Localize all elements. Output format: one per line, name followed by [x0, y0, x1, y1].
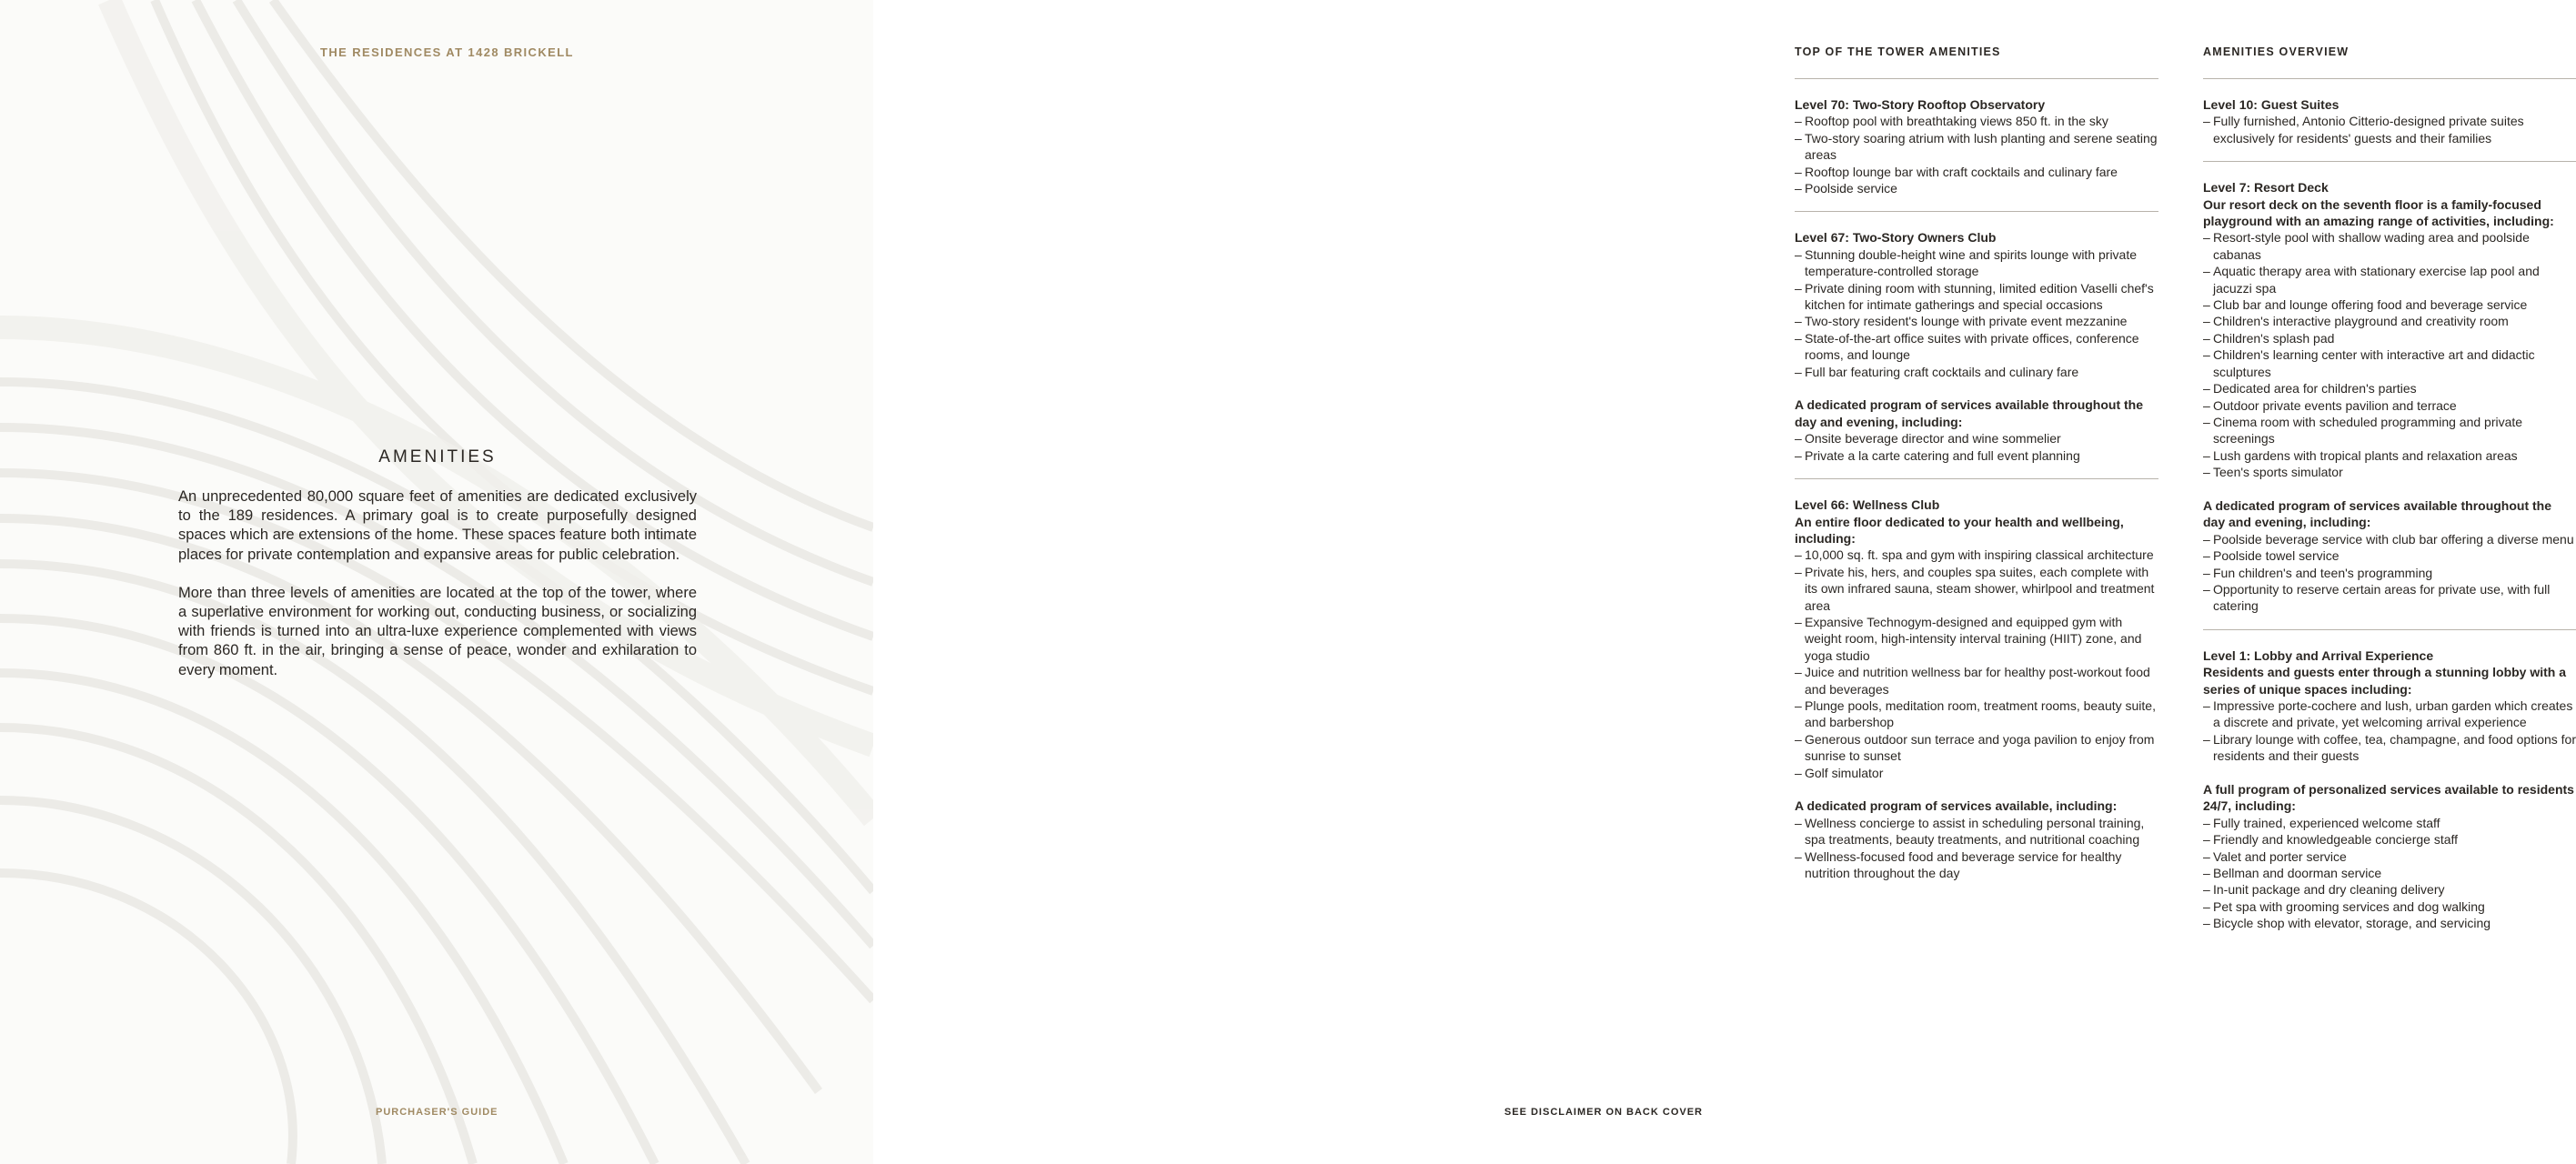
list-item: – Two-story soaring atrium with lush planting and serene seating areas [1795, 130, 2158, 164]
list-item: – Fully trained, experienced welcome staff [2203, 815, 2576, 831]
list-item: – Impressive porte-cochere and lush, urban garden which creates a discrete and private, yet welcoming arrival experience [2203, 697, 2576, 731]
list-item: – Aquatic therapy area with stationary exercise lap pool and jacuzzi spa [2203, 263, 2576, 296]
section-subtitle: Residents and guests enter through a stunning lobby with a series of unique spaces including: [2203, 665, 2567, 697]
program-title: A dedicated program of services available throughout the day and evening, including: [2203, 497, 2552, 530]
list-item: – Juice and nutrition wellness bar for healthy post-workout food and beverages [1795, 664, 2158, 697]
right-page [873, 0, 2576, 1164]
section-title: Level 10: Guest Suites [2203, 97, 2340, 112]
section-divider [1795, 478, 2158, 479]
services-program [1795, 798, 2158, 881]
list-item: – Lush gardens with tropical plants and relaxation areas [2203, 447, 2576, 464]
section-title: Level 1: Lobby and Arrival Experience [2203, 647, 2434, 663]
amenity-section [1795, 229, 2158, 464]
footer-disclaimer: SEE DISCLAIMER ON BACK COVER [1504, 1107, 1703, 1118]
amenity-list [1795, 113, 2158, 196]
section-title: Level 7: Resort Deck [2203, 180, 2329, 196]
list-item: – Expansive Technogym-designed and equipped gym with weight room, high-intensity interval training (HIIT) zone, and yoga studio [1795, 614, 2158, 664]
list-item: – Wellness-focused food and beverage service for healthy nutrition throughout the day [1795, 848, 2158, 882]
amenity-list [1795, 246, 2158, 380]
list-item: – Dedicated area for children's parties [2203, 380, 2576, 396]
amenity-section [1795, 497, 2158, 881]
services-list [2203, 531, 2576, 615]
list-item: – Library lounge with coffee, tea, champagne, and food options for residents and their guests [2203, 731, 2576, 765]
list-item: – Rooftop pool with breathtaking views 850 ft. in the sky [1795, 113, 2158, 129]
list-item: – Plunge pools, meditation room, treatment rooms, beauty suite, and barbershop [1795, 697, 2158, 731]
services-list [1795, 815, 2158, 882]
program-title: A dedicated program of services available throughout the day and evening, including: [1795, 397, 2144, 429]
section-divider [1795, 211, 2158, 212]
program-title: A dedicated program of services available, including: [1795, 798, 2118, 814]
list-item: – Two-story resident's lounge with private event mezzanine [1795, 313, 2158, 329]
section-title: Level 66: Wellness Club [1795, 497, 1940, 513]
list-item: – Bellman and doorman service [2203, 865, 2576, 881]
list-item: – Poolside service [1795, 180, 2158, 196]
section-title: Level 70: Two-Story Rooftop Observatory [1795, 97, 2046, 112]
section-subtitle: An entire floor dedicated to your health and wellbeing, including: [1795, 514, 2124, 546]
list-item: – Bicycle shop with elevator, storage, and servicing [2203, 915, 2576, 931]
services-program [2203, 497, 2576, 615]
list-item: – Poolside beverage service with club bar offering a diverse menu [2203, 531, 2576, 547]
amenity-list [2203, 113, 2576, 146]
list-item: – Fully furnished, Antonio Citterio-designed private suites exclusively for residents' guests and their families [2203, 113, 2576, 146]
list-item: – Valet and porter service [2203, 848, 2576, 865]
list-item: – Onsite beverage director and wine sommelier [1795, 430, 2158, 447]
section-divider [1795, 78, 2158, 79]
intro-paragraph: An unprecedented 80,000 square feet of amenities are dedicated exclusively to the 189 residences. A primary goal is to create purposefully designed spaces which are extensions of the home. These spaces feature both intimate places for private contemplation and expansive areas for public celebration. [178, 488, 697, 563]
list-item: – Private a la carte catering and full event planning [1795, 447, 2158, 464]
section-divider [2203, 161, 2576, 162]
amenity-section [1795, 96, 2158, 196]
services-list [1795, 430, 2158, 464]
list-item: – Wellness concierge to assist in scheduling personal training, spa treatments, beauty treatments, and nutritional coaching [1795, 815, 2158, 848]
services-program [1795, 396, 2158, 464]
list-item: – Opportunity to reserve certain areas for private use, with full catering [2203, 581, 2576, 615]
list-item: – Children's learning center with interactive art and didactic sculptures [2203, 346, 2576, 380]
intro-paragraph: More than three levels of amenities are located at the top of the tower, where a superlative environment for working out, conducting business, or socializing with friends is turned into an ultra-luxe experience complemented with views from 860 ft. in the air, bringing a sense of peace, wonder and exhilaration to every moment. [178, 584, 697, 678]
list-item: – Teen's sports simulator [2203, 464, 2576, 480]
list-item: – Generous outdoor sun terrace and yoga pavilion to enjoy from sunrise to sunset [1795, 731, 2158, 765]
left-page [0, 0, 873, 1164]
list-item: – Outdoor private events pavilion and terrace [2203, 397, 2576, 414]
intro-text [178, 487, 697, 699]
list-item: – Private his, hers, and couples spa suites, each complete with its own infrared sauna, steam shower, whirlpool and treatment area [1795, 564, 2158, 614]
list-item: – Golf simulator [1795, 765, 2158, 781]
list-item: – Friendly and knowledgeable concierge staff [2203, 831, 2576, 848]
brand-name: THE RESIDENCES AT 1428 BRICKELL [320, 45, 574, 59]
list-item: – Stunning double-height wine and spirits lounge with private temperature-controlled storage [1795, 246, 2158, 280]
amenity-section [2203, 179, 2576, 615]
list-item: – State-of-the-art office suites with private offices, conference rooms, and lounge [1795, 330, 2158, 364]
list-item: – Full bar featuring craft cocktails and culinary fare [1795, 364, 2158, 380]
services-list [2203, 815, 2576, 932]
amenity-list [1795, 547, 2158, 781]
list-item: – In-unit package and dry cleaning delivery [2203, 881, 2576, 898]
amenity-list [2203, 697, 2576, 765]
program-title: A full program of personalized services available to residents 24/7, including: [2203, 782, 2574, 814]
amenity-section [2203, 647, 2576, 932]
footer-purchasers-guide: PURCHASER'S GUIDE [376, 1107, 498, 1118]
section-divider [2203, 78, 2576, 79]
list-item: – Pet spa with grooming services and dog walking [2203, 898, 2576, 915]
section-divider [2203, 629, 2576, 630]
column-heading: AMENITIES OVERVIEW [2203, 45, 2350, 58]
amenity-list [2203, 229, 2576, 480]
list-item: – 10,000 sq. ft. spa and gym with inspiring classical architecture [1795, 547, 2158, 563]
list-item: – Fun children's and teen's programming [2203, 565, 2576, 581]
list-item: – Poolside towel service [2203, 547, 2576, 564]
list-item: – Children's splash pad [2203, 330, 2576, 346]
list-item: – Children's interactive playground and creativity room [2203, 313, 2576, 329]
column-amenities-overview [2203, 45, 2576, 932]
services-program [2203, 781, 2576, 932]
column-heading: TOP OF THE TOWER AMENITIES [1795, 45, 2001, 58]
section-title: Level 67: Two-Story Owners Club [1795, 230, 1997, 246]
page-title: AMENITIES [378, 447, 497, 467]
list-item: – Rooftop lounge bar with craft cocktails and culinary fare [1795, 164, 2158, 180]
list-item: – Private dining room with stunning, limited edition Vaselli chef's kitchen for intimate gatherings and special occasions [1795, 280, 2158, 314]
amenity-section [2203, 96, 2576, 146]
column-top-of-tower [1795, 45, 2158, 881]
list-item: – Resort-style pool with shallow wading area and poolside cabanas [2203, 229, 2576, 263]
list-item: – Club bar and lounge offering food and beverage service [2203, 296, 2576, 313]
list-item: – Cinema room with scheduled programming and private screenings [2203, 414, 2576, 447]
section-subtitle: Our resort deck on the seventh floor is a family-focused playground with an amazing range of activities, including: [2203, 196, 2554, 229]
